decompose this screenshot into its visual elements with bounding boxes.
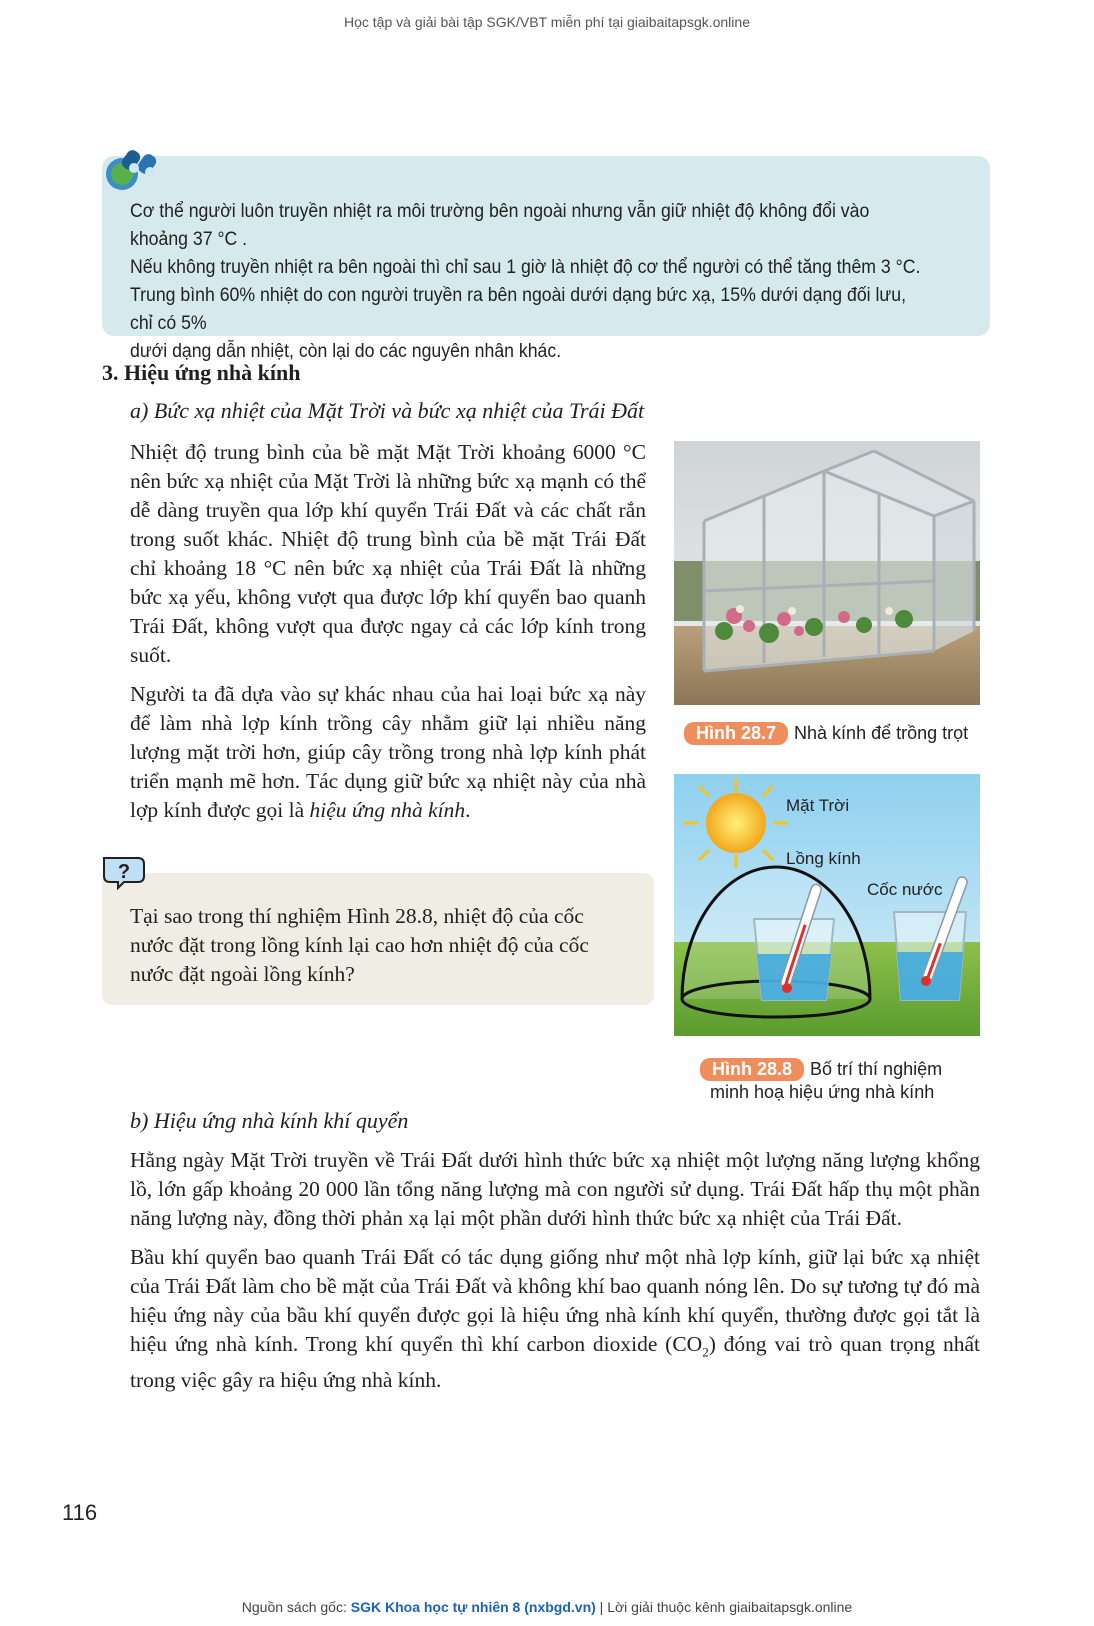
page-number: 116 [62,1500,98,1525]
header-note: Học tập và giải bài tập SGK/VBT miễn phí tại giaibaitapsgk.online [344,14,750,30]
info-line: Cơ thể người luôn truyền nhiệt ra môi trường bên ngoài nhưng vẫn giữ nhiệt độ không đổi vào khoảng 37 °C . [130,201,870,250]
info-text [130,198,921,366]
term-greenhouse-effect: hiệu ứng nhà kính [309,798,466,822]
label-dome: Lồng kính [786,849,861,868]
greenhouse-photo [674,441,980,705]
binoculars-icon [104,146,160,192]
info-line: dưới dạng dẫn nhiệt, còn lại do các nguyên nhân khác. [130,341,562,362]
text-column-b [130,1146,980,1395]
svg-text:?: ? [117,861,131,883]
label-sun: Mặt Trời [786,796,850,815]
paragraph: Người ta đã dựa vào sự khác nhau của hai loại bức xạ này để làm nhà lợp kính trồng cây nhằm giữ lại nhiều năng lượng mặt trời hơn, giúp cây trồng trong nhà lợp kính phát triển mạnh mẽ hơn. Tác dụng giữ bức xạ nhiệt này của nhà lợp kính được gọi là hiệu ứng nhà kính. [130,682,646,822]
figure-28-7-tag: Hình 28.7 [684,722,788,745]
text-column-a [130,438,646,825]
subheading-b: b) Hiệu ứng nhà kính khí quyển [130,1108,409,1133]
figure-28-7-caption: Hình 28.7 Nhà kính để trồng trọt [684,722,968,745]
info-line: Trung bình 60% nhiệt do con người truyền ra bên ngoài dưới dạng bức xạ, 15% dưới dạng đối lưu, chỉ có 5% [130,285,906,334]
paragraph: Hằng ngày Mặt Trời truyền về Trái Đất dưới hình thức bức xạ nhiệt một lượng năng lượng khổng lồ, lớn gấp khoảng 20 000 lần tổng năng lượng mà con người sử dụng. Trái Đất hấp thụ một phần năng lượng này, đồng thời phản xạ lại một phần dưới hình thức bức xạ nhiệt của Trái Đất. [130,1148,980,1230]
footer-note: Nguồn sách gốc: SGK Khoa học tự nhiên 8 (nxbgd.vn) | Lời giải thuộc kênh giaibaitapsgk.online [241,1599,853,1615]
source-link[interactable]: SGK Khoa học tự nhiên 8 (nxbgd.vn) [350,1599,596,1615]
paragraph: Nhiệt độ trung bình của bề mặt Mặt Trời khoảng 6000 °C nên bức xạ nhiệt của Mặt Trời là những bức xạ mạnh có thể dễ dàng truyền qua lớp khí quyển Trái Đất và các chất rắn trong suốt khác. Nhiệt độ trung bình của bề mặt Trái Đất chỉ khoảng 18 °C nên bức xạ nhiệt của Trái Đất là những bức xạ yếu, không vượt qua được lớp khí quyển bao quanh Trái Đất, không vượt qua được ngay cả các lớp kính trong suốt. [130,440,646,667]
figure-28-8-caption: Hình 28.8 Bố trí thí nghiệm [700,1058,942,1081]
label-cup: Cốc nước [867,880,943,899]
question-text: Tại sao trong thí nghiệm Hình 28.8, nhiệt độ của cốc nước đặt trong lồng kính lại cao hơn nhiệt độ của cốc nước đặt ngoài lồng kính? [130,904,589,986]
section-heading: 3. Hiệu ứng nhà kính [102,360,301,385]
question-mark-icon [100,854,148,890]
figure-28-8-caption-line2: minh hoạ hiệu ứng nhà kính [710,1082,935,1102]
greenhouse-experiment-figure [674,774,980,1036]
paragraph: Bầu khí quyển bao quanh Trái Đất có tác dụng giống như một nhà lợp kính, giữ lại bức xạ nhiệt của Trái Đất làm cho bề mặt của Trái Đất và không khí bao quanh nóng lên. Do sự tương tự đó mà hiệu ứng này của bầu khí quyển được gọi là hiệu ứng nhà kính khí quyển, thường được gọi tắt là hiệu ứng nhà kính. Trong khí quyển thì khí carbon dioxide $(CO_2)$ đóng vai trò quan trọng nhất trong việc gây ra hiệu ứng nhà kính. [130,1245,980,1393]
subheading-a: a) Bức xạ nhiệt của Mặt Trời và bức xạ nhiệt của Trái Đất [130,398,645,423]
figure-28-8-tag: Hình 28.8 [700,1058,804,1081]
info-line: Nếu không truyền nhiệt ra bên ngoài thì chỉ sau 1 giờ là nhiệt độ cơ thể người có thể tăng thêm 3 °C. [130,257,921,278]
